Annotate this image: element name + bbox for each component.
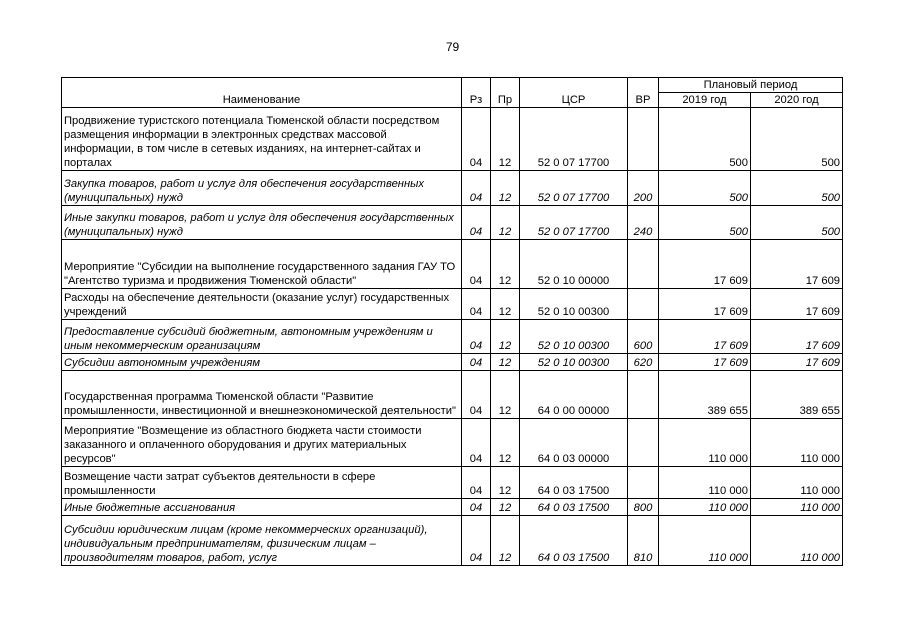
table-row: [62, 499, 843, 516]
row-csr: 52 0 07 17700: [520, 108, 628, 171]
row-pr: 12: [491, 108, 520, 171]
table-row: [62, 467, 843, 499]
row-2019: 110 000: [659, 516, 751, 566]
row-csr: 64 0 00 00000: [520, 371, 628, 419]
table-row: [62, 516, 843, 566]
row-2020: 500: [751, 171, 843, 206]
row-rz: 04: [462, 516, 491, 566]
row-rz: 04: [462, 240, 491, 289]
row-rz: 04: [462, 499, 491, 516]
row-2019: 17 609: [659, 240, 751, 289]
row-csr: 52 0 10 00300: [520, 354, 628, 371]
table-row: [62, 289, 843, 320]
row-vr: [628, 419, 659, 467]
row-2020: 17 609: [751, 289, 843, 320]
row-pr: 12: [491, 320, 520, 354]
row-csr: 64 0 03 17500: [520, 467, 628, 499]
header-vr: ВР: [628, 78, 659, 108]
table-row: [62, 371, 843, 419]
row-2020: 110 000: [751, 467, 843, 499]
row-pr: 12: [491, 206, 520, 240]
row-csr: 52 0 10 00300: [520, 289, 628, 320]
row-2020: 110 000: [751, 419, 843, 467]
row-pr: 12: [491, 354, 520, 371]
row-name: Мероприятие "Субсидии на выполнение государственного задания ГАУ ТО "Агентство туризма и продвижения Тюменской области": [62, 240, 462, 289]
row-csr: 52 0 07 17700: [520, 206, 628, 240]
row-2020: 110 000: [751, 499, 843, 516]
row-2019: 500: [659, 206, 751, 240]
table-row: [62, 354, 843, 371]
page-number: 79: [445, 40, 460, 54]
row-rz: 04: [462, 171, 491, 206]
row-pr: 12: [491, 499, 520, 516]
row-pr: 12: [491, 516, 520, 566]
row-csr: 64 0 03 17500: [520, 499, 628, 516]
row-name: Субсидии автономным учреждениям: [62, 354, 462, 371]
row-2019: 500: [659, 171, 751, 206]
row-pr: 12: [491, 371, 520, 419]
row-2019: 110 000: [659, 499, 751, 516]
row-vr: [628, 240, 659, 289]
row-rz: 04: [462, 419, 491, 467]
row-rz: 04: [462, 467, 491, 499]
row-pr: 12: [491, 467, 520, 499]
row-name: Мероприятие "Возмещение из областного бюджета части стоимости заказанного и оплаченного оборудования и других материальных ресурсов": [62, 419, 462, 467]
row-rz: 04: [462, 320, 491, 354]
budget-table: [61, 77, 843, 566]
row-name: Субсидии юридическим лицам (кроме некоммерческих организаций), индивидуальным предпринимателям, физическим лицам – производителям товаров, работ, услуг: [62, 516, 462, 566]
header-pr: Пр: [491, 78, 520, 108]
row-2020: 389 655: [751, 371, 843, 419]
row-pr: 12: [491, 289, 520, 320]
row-2019: 17 609: [659, 320, 751, 354]
header-name: Наименование: [62, 78, 462, 108]
row-2020: 110 000: [751, 516, 843, 566]
row-csr: 64 0 03 00000: [520, 419, 628, 467]
row-vr: 810: [628, 516, 659, 566]
row-name: Возмещение части затрат субъектов деятельности в сфере промышленности: [62, 467, 462, 499]
header-rz: Рз: [462, 78, 491, 108]
row-csr: 64 0 03 17500: [520, 516, 628, 566]
table-row: [62, 240, 843, 289]
row-name: Иные закупки товаров, работ и услуг для обеспечения государственных (муниципальных) нужд: [62, 206, 462, 240]
row-2020: 500: [751, 206, 843, 240]
row-2019: 110 000: [659, 419, 751, 467]
header-year-2019: 2019 год: [659, 93, 751, 108]
row-vr: [628, 108, 659, 171]
table-row: [62, 419, 843, 467]
row-rz: 04: [462, 206, 491, 240]
row-2019: 500: [659, 108, 751, 171]
row-csr: 52 0 07 17700: [520, 171, 628, 206]
header-planned-period: Плановый период: [659, 78, 843, 93]
row-2019: 17 609: [659, 289, 751, 320]
row-name: Расходы на обеспечение деятельности (оказание услуг) государственных учреждений: [62, 289, 462, 320]
row-vr: 620: [628, 354, 659, 371]
table-row: [62, 320, 843, 354]
row-vr: 240: [628, 206, 659, 240]
row-2019: 110 000: [659, 467, 751, 499]
row-vr: 600: [628, 320, 659, 354]
row-pr: 12: [491, 419, 520, 467]
row-rz: 04: [462, 371, 491, 419]
row-name: Иные бюджетные ассигнования: [62, 499, 462, 516]
row-pr: 12: [491, 171, 520, 206]
row-vr: 200: [628, 171, 659, 206]
row-name: Государственная программа Тюменской области "Развитие промышленности, инвестиционной и внешнеэкономической деятельности": [62, 371, 462, 419]
row-vr: [628, 467, 659, 499]
table-row: [62, 171, 843, 206]
row-2020: 17 609: [751, 320, 843, 354]
row-2020: 17 609: [751, 240, 843, 289]
row-name: Предоставление субсидий бюджетным, автономным учреждениям и иным некоммерческим организациям: [62, 320, 462, 354]
row-2019: 389 655: [659, 371, 751, 419]
row-csr: 52 0 10 00000: [520, 240, 628, 289]
header-year-2020: 2020 год: [751, 93, 843, 108]
row-rz: 04: [462, 289, 491, 320]
row-vr: [628, 371, 659, 419]
row-pr: 12: [491, 240, 520, 289]
row-csr: 52 0 10 00300: [520, 320, 628, 354]
row-vr: 800: [628, 499, 659, 516]
row-vr: [628, 289, 659, 320]
row-name: Закупка товаров, работ и услуг для обеспечения государственных (муниципальных) нужд: [62, 171, 462, 206]
row-2019: 17 609: [659, 354, 751, 371]
table-row: [62, 108, 843, 171]
table-row: [62, 206, 843, 240]
header-csr: ЦСР: [520, 78, 628, 108]
row-rz: 04: [462, 354, 491, 371]
row-2020: 500: [751, 108, 843, 171]
row-name: Продвижение туристского потенциала Тюменской области посредством размещения информации в электронных средствах массовой информации, в том числе в сетевых изданиях, на интернет-сайтах и порталах: [62, 108, 462, 171]
row-rz: 04: [462, 108, 491, 171]
row-2020: 17 609: [751, 354, 843, 371]
